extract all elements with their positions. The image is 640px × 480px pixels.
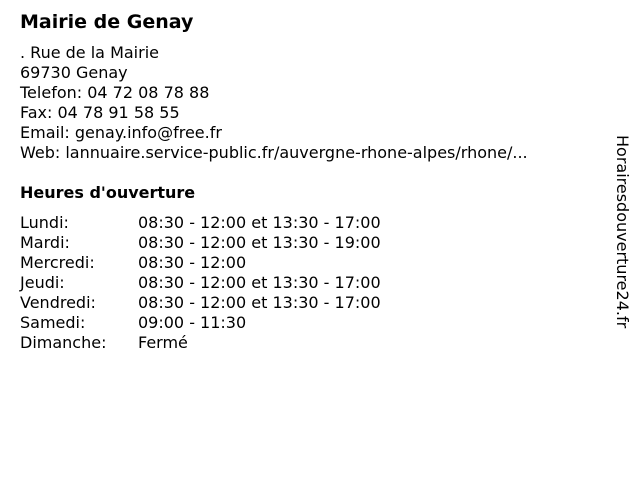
time-value: 08:30 - 12:00 et 13:30 - 17:00 bbox=[138, 273, 381, 292]
site-watermark: Horairesdouverture24.fr bbox=[613, 135, 632, 329]
day-label: Jeudi: bbox=[20, 273, 65, 292]
hours-row-wednesday bbox=[20, 253, 381, 273]
phone-number: Telefon: 04 72 08 78 88 bbox=[20, 83, 210, 102]
website-url: Web: lannuaire.service-public.fr/auvergne-rhone-alpes/rhone/... bbox=[20, 143, 528, 162]
opening-hours-table bbox=[20, 213, 381, 353]
address-street: . Rue de la Mairie bbox=[20, 43, 159, 62]
time-value: 08:30 - 12:00 et 13:30 - 17:00 bbox=[138, 213, 381, 232]
hours-row-friday bbox=[20, 293, 381, 313]
day-label: Mercredi: bbox=[20, 253, 95, 272]
time-value: 09:00 - 11:30 bbox=[138, 313, 247, 332]
address-city: 69730 Genay bbox=[20, 63, 128, 82]
time-value: Fermé bbox=[138, 333, 188, 352]
time-value: 08:30 - 12:00 et 13:30 - 19:00 bbox=[138, 233, 381, 252]
day-label: Vendredi: bbox=[20, 293, 96, 312]
hours-row-tuesday bbox=[20, 233, 381, 253]
time-value: 08:30 - 12:00 bbox=[138, 253, 247, 272]
contact-block bbox=[20, 43, 528, 163]
day-label: Mardi: bbox=[20, 233, 70, 252]
opening-hours-heading: Heures d'ouverture bbox=[20, 183, 196, 202]
fax-number: Fax: 04 78 91 58 55 bbox=[20, 103, 180, 122]
page-title: Mairie de Genay bbox=[20, 11, 194, 33]
day-label: Lundi: bbox=[20, 213, 69, 232]
hours-row-monday bbox=[20, 213, 381, 233]
hours-row-thursday bbox=[20, 273, 381, 293]
day-label: Samedi: bbox=[20, 313, 86, 332]
email-address: Email: genay.info@free.fr bbox=[20, 123, 222, 142]
time-value: 08:30 - 12:00 et 13:30 - 17:00 bbox=[138, 293, 381, 312]
hours-row-saturday bbox=[20, 313, 381, 333]
day-label: Dimanche: bbox=[20, 333, 107, 352]
hours-row-sunday bbox=[20, 333, 381, 353]
